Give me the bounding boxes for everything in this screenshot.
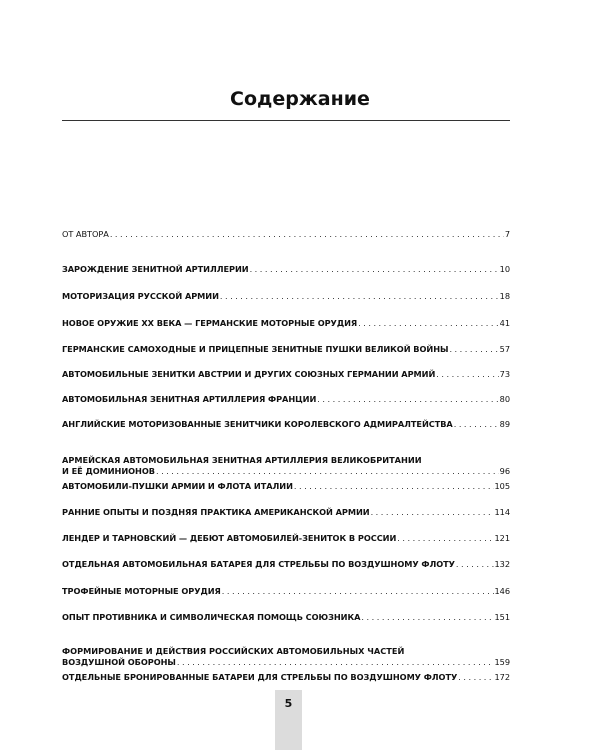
toc-entry-title: АНГЛИЙСКИЕ МОТОРИЗОВАННЫЕ ЗЕНИТЧИКИ КОРОЛЕВСКОГО АДМИРАЛТЕЙСТВА — [62, 419, 453, 429]
toc-entry-page: 105 — [494, 481, 510, 491]
toc-entry-page: 121 — [494, 533, 510, 543]
toc-entry-page: 80 — [499, 394, 510, 404]
dot-leader — [454, 419, 499, 430]
dot-leader — [294, 481, 494, 492]
dot-leader — [436, 369, 498, 380]
toc-entry-page: 151 — [494, 612, 510, 622]
toc-entry[interactable] — [62, 586, 510, 597]
toc-entry[interactable] — [62, 455, 510, 477]
dot-leader — [222, 586, 494, 597]
toc-entry-title: ОТДЕЛЬНАЯ АВТОМОБИЛЬНАЯ БАТАРЕЯ ДЛЯ СТРЕЛЬБЫ ПО ВОЗДУШНОМУ ФЛОТУ — [62, 559, 455, 569]
toc-entry[interactable] — [62, 344, 510, 355]
dot-leader — [456, 559, 494, 570]
toc-entry-page: 146 — [494, 586, 510, 596]
page-number: 5 — [284, 697, 293, 710]
toc-entry-title: ОТ АВТОРА — [62, 229, 109, 239]
dot-leader — [250, 264, 499, 275]
toc-entry-title-line1: ФОРМИРОВАНИЕ И ДЕЙСТВИЯ РОССИЙСКИХ АВТОМОБИЛЬНЫХ ЧАСТЕЙ — [62, 646, 405, 656]
toc-entry-title: РАННИЕ ОПЫТЫ И ПОЗДНЯЯ ПРАКТИКА АМЕРИКАНСКОЙ АРМИИ — [62, 507, 370, 517]
dot-leader — [361, 612, 493, 623]
toc-entry-page: 159 — [494, 657, 510, 667]
toc-entry-title: ЛЕНДЕР И ТАРНОВСКИЙ — ДЕБЮТ АВТОМОБИЛЕЙ-ЗЕНИТОК В РОССИИ — [62, 533, 397, 543]
title-divider — [62, 120, 510, 121]
dot-leader — [156, 466, 499, 477]
toc-entry-page: 10 — [499, 264, 510, 274]
toc-entry-title: И ЕЁ ДОМИНИОНОВ — [62, 466, 155, 476]
dot-leader — [449, 344, 498, 355]
toc-entry-title: АВТОМОБИЛИ-ПУШКИ АРМИИ И ФЛОТА ИТАЛИИ — [62, 481, 293, 491]
dot-leader — [397, 533, 493, 544]
toc-entry-page: 96 — [499, 466, 510, 476]
toc-entry[interactable] — [62, 264, 510, 275]
toc-entry-title: АВТОМОБИЛЬНАЯ ЗЕНИТНАЯ АРТИЛЛЕРИЯ ФРАНЦИИ — [62, 394, 317, 404]
toc-entry-page: 18 — [499, 291, 510, 301]
dot-leader — [177, 657, 494, 668]
dot-leader — [220, 291, 499, 302]
toc-entry-title: ВОЗДУШНОЙ ОБОРОНЫ — [62, 657, 176, 667]
dot-leader — [358, 318, 499, 329]
toc-entry-page: 57 — [499, 344, 510, 354]
dot-leader — [317, 394, 498, 405]
toc-entry[interactable] — [62, 318, 510, 329]
toc-entry-page: 132 — [494, 559, 510, 569]
toc-entry-page: 7 — [504, 229, 510, 239]
toc-entry-page: 73 — [499, 369, 510, 379]
toc-entry[interactable] — [62, 533, 510, 544]
toc-entry[interactable] — [62, 394, 510, 405]
toc-entry[interactable] — [62, 291, 510, 302]
toc-entry[interactable] — [62, 507, 510, 518]
toc-entry-title: НОВОЕ ОРУЖИЕ XX ВЕКА — ГЕРМАНСКИЕ МОТОРНЫЕ ОРУДИЯ — [62, 318, 358, 328]
toc-entry-title: МОТОРИЗАЦИЯ РУССКОЙ АРМИИ — [62, 291, 219, 301]
dot-leader — [110, 229, 504, 240]
toc-entry[interactable] — [62, 612, 510, 623]
toc-entry-title: ОПЫТ ПРОТИВНИКА И СИМВОЛИЧЕСКАЯ ПОМОЩЬ СОЮЗНИКА — [62, 612, 361, 622]
toc-entry[interactable] — [62, 481, 510, 492]
dot-leader — [371, 507, 494, 518]
dot-leader — [458, 672, 493, 683]
toc-entry-title: ГЕРМАНСКИЕ САМОХОДНЫЕ И ПРИЦЕПНЫЕ ЗЕНИТНЫЕ ПУШКИ ВЕЛИКОЙ ВОЙНЫ — [62, 344, 449, 354]
toc-entry[interactable] — [62, 646, 510, 668]
toc-entry-title: ЗАРОЖДЕНИЕ ЗЕНИТНОЙ АРТИЛЛЕРИИ — [62, 264, 249, 274]
toc-entry[interactable] — [62, 369, 510, 380]
toc-entry-page: 41 — [499, 318, 510, 328]
toc-entry-page: 114 — [494, 507, 510, 517]
toc-entry-page: 172 — [494, 672, 510, 682]
toc-entry[interactable] — [62, 229, 510, 240]
toc-entry-title: АВТОМОБИЛЬНЫЕ ЗЕНИТКИ АВСТРИИ И ДРУГИХ СОЮЗНЫХ ГЕРМАНИИ АРМИЙ — [62, 369, 436, 379]
toc-entry-title: ОТДЕЛЬНЫЕ БРОНИРОВАННЫЕ БАТАРЕИ ДЛЯ СТРЕЛЬБЫ ПО ВОЗДУШНОМУ ФЛОТУ — [62, 672, 458, 682]
toc-entry-title: ТРОФЕЙНЫЕ МОТОРНЫЕ ОРУДИЯ — [62, 586, 221, 596]
page-number-tab — [275, 690, 302, 750]
toc-entry[interactable] — [62, 419, 510, 430]
page-title: Содержание — [230, 88, 370, 110]
toc-entry-title-line1: АРМЕЙСКАЯ АВТОМОБИЛЬНАЯ ЗЕНИТНАЯ АРТИЛЛЕРИЯ ВЕЛИКОБРИТАНИИ — [62, 455, 422, 465]
toc-entry[interactable] — [62, 559, 510, 570]
toc-entry[interactable] — [62, 672, 510, 683]
toc-entry-page: 89 — [499, 419, 510, 429]
